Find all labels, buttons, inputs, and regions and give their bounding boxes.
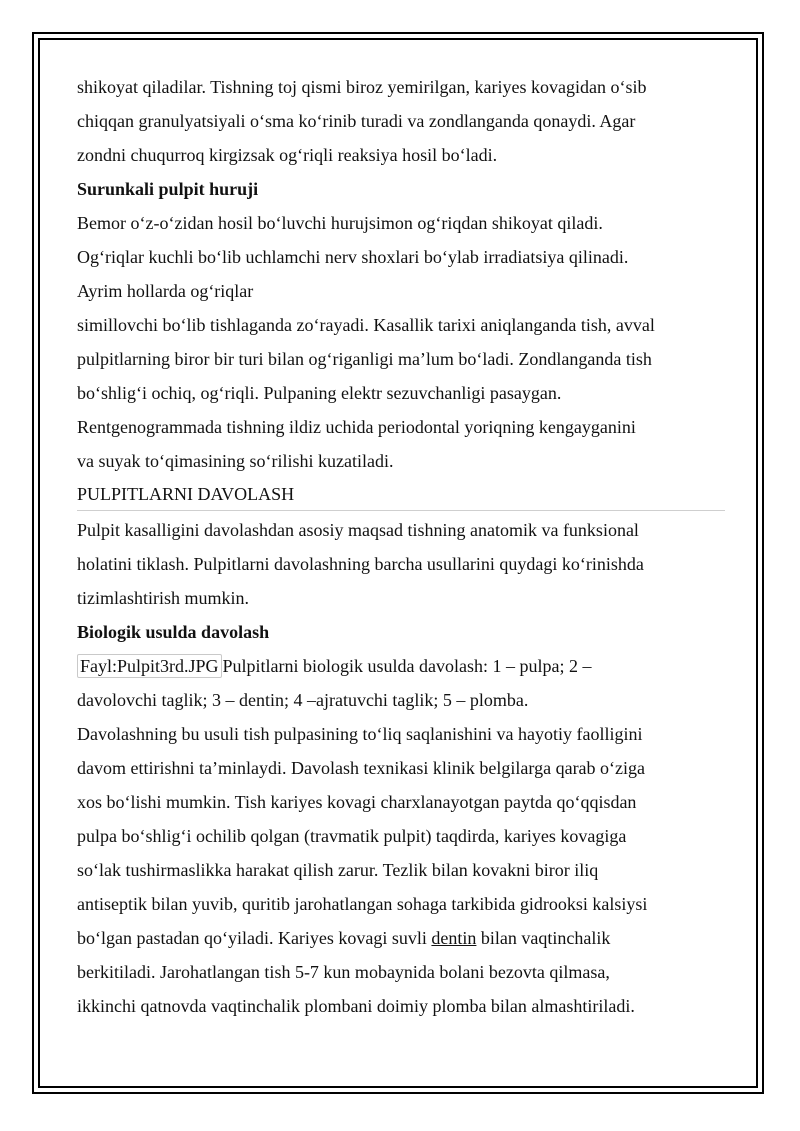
text-line: so‘lak tushirmaslikka harakat qilish zarur. Tezlik bilan kovakni biror iliq xyxy=(77,860,599,880)
text-line: Davolashning bu usuli tish pulpasining to‘liq saqlanishini va hayotiy faolligini xyxy=(77,724,643,744)
heading-biologik-usul: Biologik usulda davolash xyxy=(77,622,270,642)
text-line: tizimlashtirish mumkin. xyxy=(77,588,249,608)
text-line: Ayrim hollarda og‘riqlar xyxy=(77,281,254,301)
text-line: simillovchi bo‘lib tishlaganda zo‘rayadi. Kasallik tarixi aniqlanganda tish, avval xyxy=(77,315,655,335)
section-title-pulpitlarni-davolash: PULPITLARNI DAVOLASH xyxy=(77,478,725,511)
text-line: va suyak to‘qimasining so‘rilishi kuzatiladi. xyxy=(77,451,394,471)
text-line: Bemor o‘z-o‘zidan hosil bo‘luvchi hurujsimon og‘riqdan shikoyat qiladi. xyxy=(77,213,603,233)
text-line: Pulpit kasalligini davolashdan asosiy maqsad tishning anatomik va funksional xyxy=(77,520,639,540)
text-line: Og‘riqlar kuchli bo‘lib uchlamchi nerv shoxlari bo‘ylab irradiatsiya qilinadi. xyxy=(77,247,629,267)
text-line: holatini tiklash. Pulpitlarni davolashning barcha usullarini quydagi ko‘rinishda xyxy=(77,554,644,574)
document-body xyxy=(77,70,727,1023)
text-line: Rentgenogrammada tishning ildiz uchida periodontal yoriqning kengayganini xyxy=(77,417,636,437)
text-line: chiqqan granulyatsiyali o‘sma ko‘rinib turadi va zondlanganda qonaydi. Agar xyxy=(77,111,636,131)
caption-text: Pulpitlarni biologik usulda davolash: 1 – pulpa; 2 – xyxy=(222,656,592,676)
text-line: berkitiladi. Jarohatlangan tish 5-7 kun mobaynida bolani bezovta qilmasa, xyxy=(77,962,610,982)
text-line: zondni chuqurroq kirgizsak og‘riqli reaksiya hosil bo‘ladi. xyxy=(77,145,498,165)
text-span: bo‘lgan pastadan qo‘yiladi. Kariyes kovagi suvli xyxy=(77,928,427,948)
dentin-link[interactable]: dentin xyxy=(431,928,477,948)
text-line: shikoyat qiladilar. Tishning toj qismi biroz yemirilgan, kariyes kovagidan o‘sib xyxy=(77,77,647,97)
caption-line xyxy=(77,649,727,683)
text-line: pulpitlarning biror bir turi bilan og‘riganligi ma’lum bo‘ladi. Zondlanganda tish xyxy=(77,349,652,369)
text-line: ikkinchi qatnovda vaqtinchalik plombani doimiy plomba bilan almashtiriladi. xyxy=(77,996,635,1016)
text-line: antiseptik bilan yuvib, quritib jarohatlangan sohaga tarkibida gidrooksi kalsiysi xyxy=(77,894,648,914)
text-line: bo‘shlig‘i ochiq, og‘riqli. Pulpaning elektr sezuvchanligi pasaygan. xyxy=(77,383,562,403)
text-line: davom ettirishni ta’minlaydi. Davolash texnikasi klinik belgilarga qarab o‘ziga xyxy=(77,758,646,778)
heading-surunkali-pulpit: Surunkali pulpit huruji xyxy=(77,179,259,199)
text-line xyxy=(77,921,727,955)
text-line: xos bo‘lishi mumkin. Tish kariyes kovagi charxlanayotgan paytda qo‘qqisdan xyxy=(77,792,637,812)
file-link[interactable]: Fayl:Pulpit3rd.JPG xyxy=(77,654,222,678)
text-span: bilan vaqtinchalik xyxy=(476,928,611,948)
text-line: pulpa bo‘shlig‘i ochilib qolgan (travmatik pulpit) taqdirda, kariyes kovagiga xyxy=(77,826,627,846)
caption-line: davolovchi taglik; 3 – dentin; 4 –ajratuvchi taglik; 5 – plomba. xyxy=(77,690,529,710)
